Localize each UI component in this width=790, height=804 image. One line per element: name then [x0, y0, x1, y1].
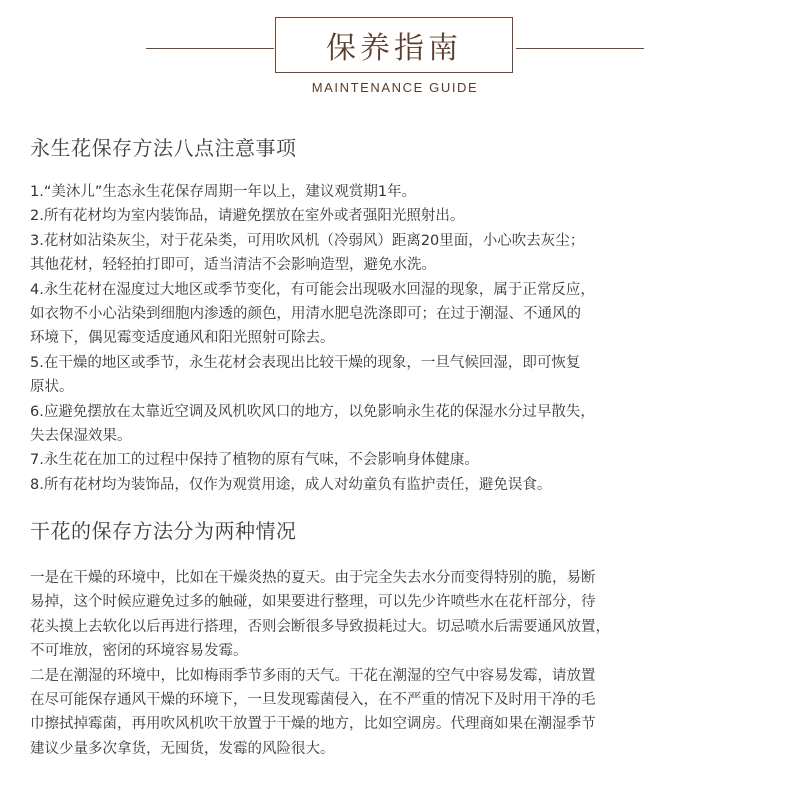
dried-note-line: 建议少量多次拿货，无囤货，发霉的风险很大。: [30, 740, 335, 757]
header-right-rule: [516, 48, 644, 49]
dried-note-line: 不可堆放，密闭的环境容易发霉。: [30, 643, 248, 660]
note-line: 7.永生花在加工的过程中保持了植物的原有气味，不会影响身体健康。: [30, 452, 479, 469]
note-line: 如衣物不小心沾染到细胞内渗透的颜色，用清水肥皂洗涤即可；在过于潮湿、不通风的: [30, 306, 581, 323]
note-line: 5.在干燥的地区或季节，永生花材会表现出比较干燥的现象，一旦气候回湿，即可恢复: [30, 354, 581, 371]
note-line: 其他花材，轻轻拍打即可，适当清洁不会影响造型，避免水洗。: [30, 257, 436, 274]
header-left-rule: [146, 48, 274, 49]
section-heading-dried-flowers: 干花的保存方法分为两种情况: [30, 519, 297, 543]
dried-note-line: 巾擦拭掉霉菌，再用吹风机吹干放置于干燥的地方，比如空调房。代理商如果在潮湿季节: [30, 716, 596, 733]
maintenance-header: [0, 0, 790, 110]
page-subtitle: MAINTENANCE GUIDE: [311, 80, 479, 95]
note-line: 4.永生花材在湿度过大地区或季节变化，有可能会出现吸水回湿的现象，属于正常反应，: [30, 281, 595, 298]
note-line: 2.所有花材均为室内装饰品，请避免摆放在室外或者强阳光照射出。: [30, 208, 465, 225]
preserved-flower-notes: [30, 180, 770, 497]
note-line: 环境下，偶见霉变适度通风和阳光照射可除去。: [30, 330, 335, 347]
note-line: 原状。: [30, 379, 74, 396]
dried-flower-notes: [30, 566, 770, 761]
dried-note-line: 易掉，这个时候应避免过多的触碰，如果要进行整理，可以先少许喷些水在花杆部分，待: [30, 594, 596, 611]
dried-note-line: 在尽可能保存通风干燥的环境下，一旦发现霉菌侵入，在不严重的情况下及时用干净的毛: [30, 692, 596, 709]
note-line: 失去保湿效果。: [30, 428, 132, 445]
note-line: 3.花材如沾染灰尘，对于花朵类，可用吹风机（冷弱风）距离20里面，小心吹去灰尘；: [30, 232, 585, 249]
page-title: 保养指南: [326, 31, 462, 66]
note-line: 8.所有花材均为装饰品，仅作为观赏用途，成人对幼童负有监护责任，避免误食。: [30, 476, 552, 493]
dried-note-line: 一是在干燥的环境中，比如在干燥炎热的夏天。由于完全失去水分而变得特别的脆，易断: [30, 570, 596, 586]
note-line: 6.应避免摆放在太靠近空调及风机吹风口的地方，以免影响永生花的保湿水分过早散失，: [30, 403, 595, 420]
header-title-box: [275, 17, 513, 73]
note-line: 1.“美沐儿”生态永生花保存周期一年以上，建议观赏期1年。: [30, 184, 417, 200]
dried-note-line: 花头摸上去软化以后再进行搭理，否则会断很多导致损耗过大。切忌喷水后需要通风放置，: [30, 618, 610, 635]
dried-note-line: 二是在潮湿的环境中，比如梅雨季节多雨的天气。干花在潮湿的空气中容易发霉，请放置: [30, 667, 596, 684]
section-heading-preserved-flowers: 永生花保存方法八点注意事项: [30, 136, 297, 160]
